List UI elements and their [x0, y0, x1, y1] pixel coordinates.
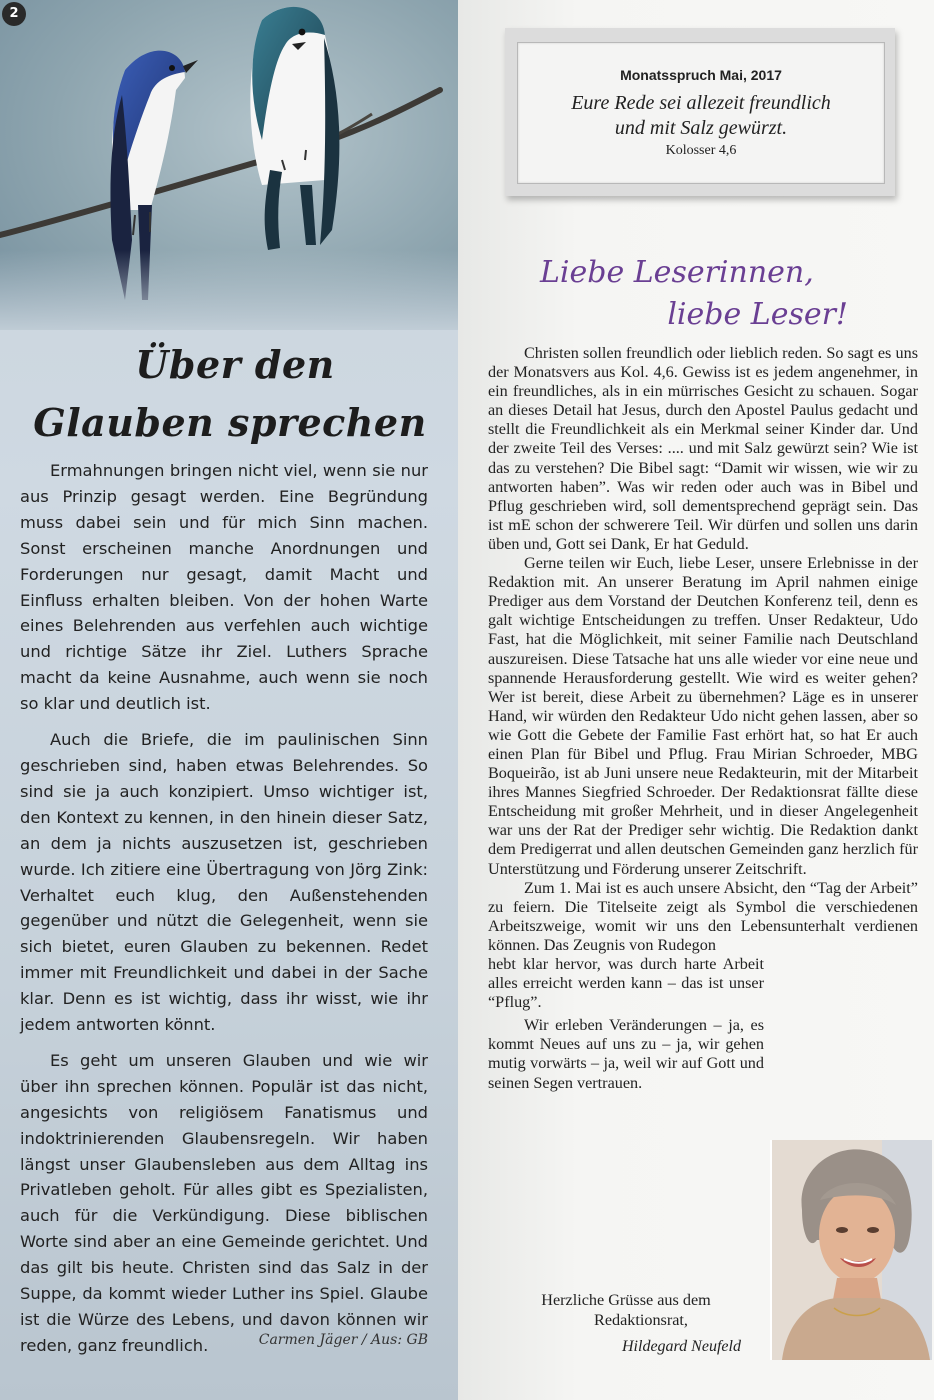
left-paragraph: Auch die Briefe, die im paulinischen Sinn geschrieben sind, haben etwas Belehrendes. So sind sie ja auch konzipiert. Umso wichtiger ist, den Kontext zu kennen, in den hinein dieser Satz, an dem ja nichts auszusetzen ist, geschrieben wurde. Ich zitiere eine Übertragung von Jörg Zink: Verhaltet euch klug, den Außenstehenden gegenüber und nützt die Gelegenheit, wenn sie sich bietet, euren Glauben zu bekennen. Redet immer mit Freundlichkeit und dabei in der Sache klar. Denn es ist wichtig, dass ihr wisst, wie ihr jedem antworten könnt.	[20, 730, 428, 1035]
verse-line1: Eure Rede sei allezeit freundlich	[571, 92, 831, 114]
left-title-line1: Über den	[135, 342, 335, 387]
author-portrait-photo	[770, 1140, 932, 1360]
left-article-author: Carmen Jäger / Aus: GB	[258, 1332, 428, 1348]
left-article-body	[20, 458, 428, 1359]
left-article-title	[30, 336, 430, 452]
right-title-line1: Liebe Leserinnen,	[540, 255, 814, 290]
closing-line2: Redaktionsrat,	[594, 1311, 688, 1329]
right-title-line2: liebe Leser!	[667, 297, 848, 332]
verse-reference: Kolosser 4,6	[665, 143, 737, 158]
left-paragraph: Ermahnungen bringen nicht viel, wenn sie nur aus Prinzip gesagt werden. Eine Begründung muss dabei sein und für mich Sinn machen. Sonst erscheinen manche Anordnungen und Forderungen nur gesagt, damit Macht und Einfluss erhalten bleiben. Von der hohen Warte eines Belehrenden aus verfehlen auch wichtige und richtige Sätze ihr Ziel. Luthers Sprache macht da keine Ausnahme, auch wenn sie noch so klar und deutlich ist.	[20, 461, 428, 714]
verse-heading: Monatsspruch Mai, 2017	[620, 67, 782, 83]
woman-portrait-image	[772, 1140, 932, 1360]
photo-fade	[0, 250, 458, 330]
birds-photo	[0, 0, 458, 330]
closing-greeting	[488, 1290, 764, 1330]
right-article-body	[488, 344, 918, 1093]
closing-line1: Herzliche Grüsse aus dem	[541, 1291, 711, 1309]
right-paragraph-narrow: Wir erleben Veränderungen – ja, es kommt Neues auf uns zu – ja, wir gehen mutig vorwärts – ja, weil wir auf Gott und seinen Segen vertrauen.	[488, 1016, 764, 1092]
left-title-line2: Glauben sprechen	[33, 400, 427, 445]
right-paragraph-narrow: hebt klar hervor, was durch harte Arbeit alles erreicht werden kann – das ist unser “Pflug”.	[488, 955, 764, 1012]
verse-line2: und mit Salz gewürzt.	[614, 117, 788, 139]
verse-text	[518, 91, 884, 141]
monthly-verse-card	[517, 42, 885, 184]
left-paragraph: Es geht um unseren Glauben und wie wir über ihn sprechen können. Populär ist das nicht, angesichts von religiösem Fanatismus und indoktrinierenden Glaubensregeln. Wir haben längst unser Glaubensleben aus dem Alltag ins Privatleben geholt. Für alles gibt es Spezialisten, auch für die Verkündigung. Diese biblischen Worte sind aber an eine Gemeinde gerichtet. Und das gilt bis heute. Christen sind das Salz in der Suppe, da kommt wieder Luther ins Spiel. Glaube ist die Würze des Lebens, und davon können wir reden, ganz freundlich.	[20, 1050, 428, 1355]
monthly-verse-frame	[505, 28, 895, 196]
right-article-title	[540, 252, 850, 336]
right-paragraph: Christen sollen freundlich oder lieblich reden. So sagt es uns der Monatsvers aus Kol. 4,6. Gewiss ist es jedem angenehmer, in ein freundliches, als in ein mürrisches Gesicht zu schauen. Sogar an dieses Detail hat Jesus, durch den Apostel Paulus gedacht und stellt die Freundlichkeit als ein Merkmal seiner Kinder dar. Und der zweite Teil des Verses: .... und mit Salz gewürzt sein? Wie ist das zu verstehen? Die Bibel sagt: “Damit wir wissen, wie wir zu antworten haben”. Was wir reden oder auch was in Bibel und Pflug geschrieben wird, soll dementsprechend geprägt sein. Das ist mE schon der schwerere Teil. Wir dürfen und sollen uns darin üben und, Gott sei Dank, Er hat Geduld.	[488, 344, 918, 553]
right-paragraph: Zum 1. Mai ist es auch unsere Absicht, den “Tag der Arbeit” zu feiern. Die Titelseite zeigt als Symbol die verschiedenen Arbeitszweige, womit wir uns den Lebensunterhalt verdienen können. Das Zeugnis von Rudegon	[488, 878, 918, 954]
right-article-author: Hildegard Neufeld	[622, 1338, 741, 1355]
right-paragraph: Gerne teilen wir Euch, liebe Leser, unsere Erlebnisse in der Redaktion mit. An unserer Beratung im April nahmen einige Prediger aus dem Vorstand der Deutchen Konferenz teil, denn es galt wichtige Entscheidungen zu treffen. Unser Redakteur, Udo Fast, hat die Möglichkeit, mit seiner Familie nach Deutschland auszureisen. Diese Tatsache hat uns alle wieder vor eine neue und spannende Herausforderung gestellt. Wie wird es weiter gehen? Wer ist bereit, diese Arbeit zu übernehmen? Läge es in unserer Hand, wir würden den Redakteur Udo nicht gehen lassen, aber so wie Gott die Gebete der Familie Fast erhört hat, so hat Er auch einen Plan für Bibel und Pflug. Frau Mirian Schroeder, MBG Boqueirão, ist ab Juni unsere neue Redakteurin, mit der Mitarbeit ihres Mannes Siegfried Schroeder. Der Redaktionsrat fällte diese Entscheidung mit großer Mehrheit, und in dieser Angelegenheit war uns der Rat der Prediger sehr wichtig. Die Redaktion dankt dem Predigerrat und allen deutschen Gemeinden ganz herzlich für Unterstützung und Förderung unserer Zeitschrift.	[488, 554, 918, 878]
left-column	[0, 0, 458, 1400]
page-number-badge: 2	[2, 2, 26, 26]
